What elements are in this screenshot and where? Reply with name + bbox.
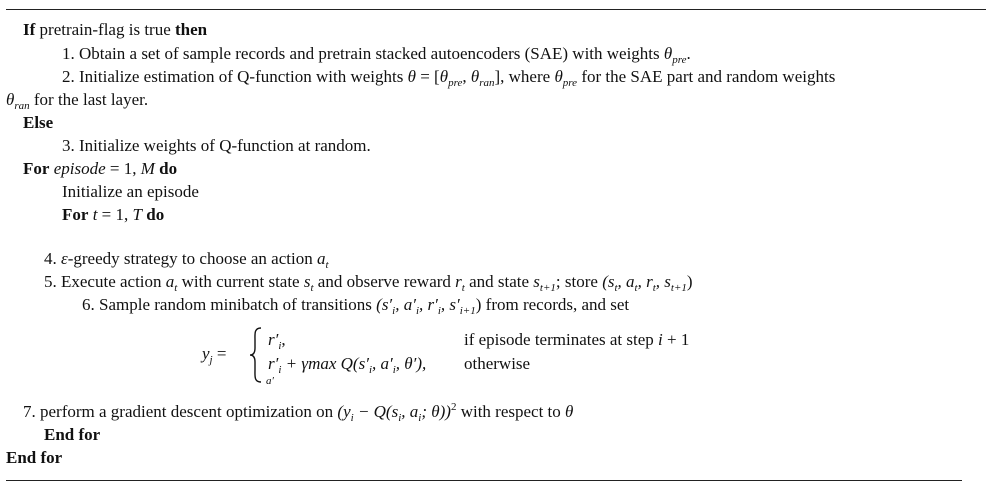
subscript: i xyxy=(392,364,396,376)
subscript: i xyxy=(278,340,282,352)
theta-subscript: pre xyxy=(448,77,463,89)
theta-subscript: ran xyxy=(479,77,495,89)
top-rule xyxy=(6,9,986,10)
step-2-text-a: 2. Initialize estimation of Q-function with weights xyxy=(62,67,408,86)
condition-text: if episode terminates at step xyxy=(464,330,659,349)
tuple-close: ) xyxy=(475,295,482,314)
end-for-inner: End for xyxy=(44,425,101,444)
step-5-text-a: 5. Execute action xyxy=(44,272,166,291)
theta-symbol: θ xyxy=(663,44,673,63)
keyword-for: For xyxy=(23,159,50,178)
keyword-else: Else xyxy=(23,113,54,132)
subscript: t+1 xyxy=(670,282,687,294)
t-variable: t xyxy=(92,205,98,224)
subscript: t xyxy=(174,282,178,294)
subscript: j xyxy=(209,354,213,366)
q-function: Q(s′ xyxy=(340,354,369,373)
subscript: t xyxy=(652,282,656,294)
continuation-text: for the last layer. xyxy=(29,90,149,109)
subscript: t+1 xyxy=(539,282,556,294)
case-terminal-condition xyxy=(464,330,689,350)
initialize-episode-line: Initialize an episode xyxy=(62,182,199,201)
tuple-action: , a′ xyxy=(395,295,416,314)
state-symbol: s xyxy=(533,272,540,291)
subscript: i xyxy=(350,412,354,424)
step-1-period: . xyxy=(686,44,691,63)
keyword-then: then xyxy=(175,20,208,39)
subscript: t xyxy=(310,282,314,294)
keyword-if: If xyxy=(23,20,36,39)
target-equation xyxy=(202,322,742,386)
step-2-text-b: ], where xyxy=(494,67,555,86)
step-4-text: -greedy strategy to choose an action xyxy=(67,249,317,268)
tuple-open: (s′ xyxy=(376,295,393,314)
subscript: i xyxy=(278,364,282,376)
case-otherwise-expr xyxy=(268,354,426,374)
action-symbol: a xyxy=(316,249,326,268)
equals-bracket: = [ xyxy=(415,67,440,86)
equals-sign: = xyxy=(212,344,227,363)
tuple-close: ) xyxy=(686,272,693,291)
condition-end: + 1 xyxy=(662,330,690,349)
theta-subscript: pre xyxy=(672,54,687,66)
theta-symbol: θ xyxy=(407,67,416,86)
tuple-next-state: , s′ xyxy=(440,295,460,314)
range-start: = 1, xyxy=(97,205,133,224)
step-6-text-b: from records, and set xyxy=(481,295,630,314)
range-end-t: T xyxy=(132,205,142,224)
step-7-text-a: 7. perform a gradient descent optimization on xyxy=(23,402,338,421)
bottom-rule xyxy=(6,480,962,481)
theta-symbol: θ xyxy=(470,67,480,86)
step-5-text-c: and observe reward xyxy=(313,272,456,291)
reward-symbol: r xyxy=(455,272,462,291)
tuple-action: , a xyxy=(617,272,635,291)
q-theta-prime: , θ′), xyxy=(395,354,427,373)
q-action: , a′ xyxy=(372,354,393,373)
reward-symbol: r′ xyxy=(268,330,279,349)
step-5-line xyxy=(44,272,693,292)
equation-lhs xyxy=(202,344,226,364)
i-variable: i xyxy=(658,330,663,349)
step-2-line xyxy=(62,67,835,87)
gamma-max: + γmax xyxy=(281,354,341,373)
reward-symbol: r′ xyxy=(268,354,279,373)
subscript: i+1 xyxy=(459,305,476,317)
for-episode-line xyxy=(23,159,177,179)
y-symbol: y xyxy=(202,344,210,363)
theta-subscript: pre xyxy=(562,77,578,89)
step-7-line xyxy=(23,402,573,422)
subscript: t xyxy=(461,282,465,294)
loss-close: ; θ)) xyxy=(421,402,451,421)
tuple-next-state: , s xyxy=(655,272,671,291)
square-superscript: 2 xyxy=(450,401,457,413)
comma: , xyxy=(462,67,471,86)
keyword-do: do xyxy=(141,205,165,224)
action-subscript: t xyxy=(325,259,329,271)
step-5-text-b: with current state xyxy=(177,272,304,291)
tuple-reward: , r′ xyxy=(419,295,438,314)
step-6-line xyxy=(82,295,629,315)
step-4-line xyxy=(44,249,329,269)
action-symbol: a xyxy=(165,272,175,291)
loss-q: − Q(s xyxy=(353,402,399,421)
step-2-text-c: for the SAE part and random weights xyxy=(577,67,836,86)
if-condition-text: pretrain-flag is true xyxy=(35,20,175,39)
epsilon-symbol: ε xyxy=(61,249,68,268)
keyword-for: For xyxy=(62,205,89,224)
tuple-reward: , r xyxy=(637,272,653,291)
episode-variable: episode xyxy=(53,159,106,178)
case-otherwise-condition: otherwise xyxy=(464,354,531,373)
step-5-text-d: and state xyxy=(464,272,534,291)
subscript: i xyxy=(392,305,396,317)
range-start: = 1, xyxy=(105,159,141,178)
theta-symbol: θ xyxy=(6,90,15,109)
step-7-text-b: with respect to xyxy=(456,402,566,421)
step-5-text-e: ; store xyxy=(555,272,603,291)
step-1-text: 1. Obtain a set of sample records and pretrain stacked autoencoders (SAE) with weights xyxy=(62,44,664,63)
comma: , xyxy=(281,330,286,349)
subscript: i xyxy=(418,412,422,424)
theta-subscript: ran xyxy=(14,100,30,112)
left-brace-icon xyxy=(248,326,264,384)
subscript: i xyxy=(415,305,419,317)
theta-symbol: θ xyxy=(565,402,574,421)
subscript: i xyxy=(437,305,441,317)
line-if-pretrain xyxy=(23,20,207,40)
keyword-do: do xyxy=(154,159,178,178)
for-t-line xyxy=(62,205,164,225)
step-6-text-a: 6. Sample random minibatch of transitions xyxy=(82,295,377,314)
subscript: t xyxy=(614,282,618,294)
step-1-line xyxy=(62,44,691,64)
step-2-continuation xyxy=(6,90,148,110)
case-terminal xyxy=(268,330,286,350)
state-symbol: s xyxy=(303,272,311,291)
step-4-number: 4. xyxy=(44,249,61,268)
tuple-open: (s xyxy=(602,272,615,291)
loss-action: , a xyxy=(401,402,419,421)
theta-symbol: θ xyxy=(439,67,449,86)
max-subscript: a′ xyxy=(266,375,274,387)
theta-symbol: θ xyxy=(554,67,563,86)
range-end-m: M xyxy=(140,159,155,178)
subscript: t xyxy=(634,282,638,294)
step-3-line: 3. Initialize weights of Q-function at random. xyxy=(62,136,371,155)
subscript: i xyxy=(398,412,402,424)
subscript: i xyxy=(368,364,372,376)
loss-expr-open: (y xyxy=(337,402,351,421)
end-for-outer: End for xyxy=(6,448,63,467)
